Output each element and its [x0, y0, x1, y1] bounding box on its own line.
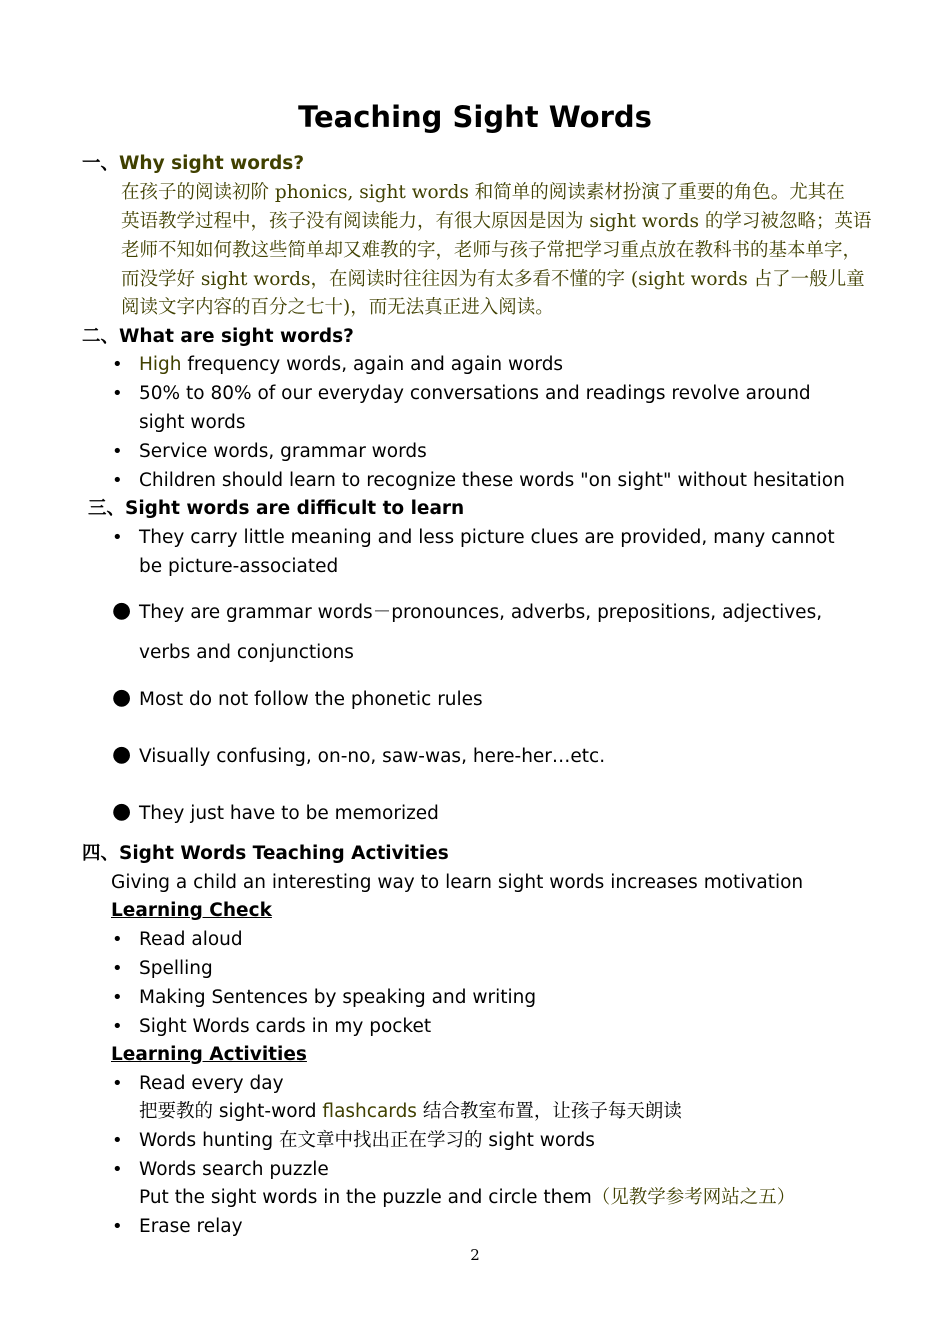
bullet-icon: •: [112, 527, 123, 548]
list-item-text: 在文章中找出正在学习的: [279, 1130, 489, 1151]
list-item: [139, 350, 563, 379]
section1-para-line: 阅读文字内容的百分之七十)，而无法真正进入阅读。: [121, 297, 554, 318]
list-item-text: sight words: [488, 1130, 595, 1151]
bullet-icon: •: [112, 1016, 123, 1037]
bullet-icon: •: [112, 929, 123, 950]
note-text: sight-word: [218, 1101, 323, 1122]
bullet-icon: •: [112, 987, 123, 1008]
section1-heading: [82, 149, 304, 178]
bullet-icon: ●: [112, 742, 132, 767]
section2-heading: [82, 322, 354, 351]
bullet-icon: •: [112, 1130, 123, 1151]
bullet-icon: •: [112, 1159, 123, 1180]
section4-intro: Giving a child an interesting way to learn sight words increases motivation: [111, 872, 804, 893]
list-item: 50% to 80% of our everyday conversations and readings revolve around: [139, 383, 811, 404]
bullet-icon: •: [112, 354, 123, 375]
bullet-icon: •: [112, 958, 123, 979]
list-item: Spelling: [139, 958, 213, 979]
section4-number: 四、: [82, 843, 120, 864]
section1-para-line: 而没学好 sight words，在阅读时往往因为有太多看不懂的字 (sight words 占了一般儿童: [121, 269, 865, 290]
list-item-note: [139, 1183, 795, 1212]
section1-para-line: 英语教学过程中，孩子没有阅读能力，有很大原因是因为 sight words 的学习被忽略；英语: [121, 211, 872, 232]
list-item: Read aloud: [139, 929, 243, 950]
bullet-icon: •: [112, 1073, 123, 1094]
page-title: Teaching Sight Words: [298, 100, 652, 134]
list-item-text: frequency words, again and again words: [181, 354, 564, 375]
list-item-continuation: be picture-associated: [139, 556, 339, 577]
list-item-continuation: sight words: [139, 412, 246, 433]
list-item: They are grammar words－pronounces, adverbs, prepositions, adjectives,: [139, 602, 823, 623]
list-item: Visually confusing, on-no, saw-was, here-her…etc.: [139, 746, 606, 767]
page-number: 2: [470, 1246, 480, 1264]
list-item: They carry little meaning and less picture clues are provided, many cannot: [139, 527, 835, 548]
note-text: Put the sight words in the puzzle and circle them: [139, 1187, 592, 1208]
section3-number: 三、: [88, 498, 126, 519]
section2-title: What are sight words?: [119, 326, 354, 347]
list-item: They just have to be memorized: [139, 803, 439, 824]
note-highlight: flashcards: [322, 1101, 417, 1122]
list-item: Service words, grammar words: [139, 441, 427, 462]
list-item: [139, 1126, 595, 1155]
bullet-icon: ●: [112, 799, 132, 824]
note-text: 结合教室布置，让孩子每天朗读: [416, 1101, 682, 1122]
list-item-continuation: verbs and conjunctions: [139, 642, 354, 663]
list-item: Words search puzzle: [139, 1159, 329, 1180]
bullet-icon: ●: [112, 598, 132, 623]
learning-activities-heading: Learning Activities: [111, 1044, 307, 1065]
section1-number: 一、: [82, 153, 120, 174]
section4-title: Sight Words Teaching Activities: [119, 843, 449, 864]
list-item: Children should learn to recognize these words "on sight" without hesitation: [139, 470, 845, 491]
list-item: Making Sentences by speaking and writing: [139, 987, 537, 1008]
section2-number: 二、: [82, 326, 120, 347]
section1-para-line: 在孩子的阅读初阶 phonics, sight words 和简单的阅读素材扮演了重要的角色。尤其在: [121, 182, 845, 203]
note-text: 把要教的: [139, 1101, 219, 1122]
section1-para-line: 老师不知如何教这些简单却又难教的字，老师与孩子常把学习重点放在教科书的基本单字，: [121, 240, 862, 261]
section4-heading: [82, 839, 449, 868]
note-reference: （见教学参考网站之五）: [591, 1187, 796, 1208]
list-item: Most do not follow the phonetic rules: [139, 689, 483, 710]
section3-heading: [88, 494, 464, 523]
list-item: Erase relay: [139, 1216, 243, 1237]
list-item: Read every day: [139, 1073, 284, 1094]
bullet-icon: •: [112, 470, 123, 491]
section1-title: Why sight words?: [119, 153, 305, 174]
bullet-icon: ●: [112, 685, 132, 710]
list-item: Sight Words cards in my pocket: [139, 1016, 432, 1037]
bullet-icon: •: [112, 1216, 123, 1237]
bullet-icon: •: [112, 441, 123, 462]
list-item-note: [139, 1097, 682, 1126]
list-item-highlight: High: [139, 354, 182, 375]
list-item-text: Words hunting: [139, 1130, 279, 1151]
bullet-icon: •: [112, 383, 123, 404]
section3-title: Sight words are difficult to learn: [125, 498, 465, 519]
learning-check-heading: Learning Check: [111, 900, 272, 921]
